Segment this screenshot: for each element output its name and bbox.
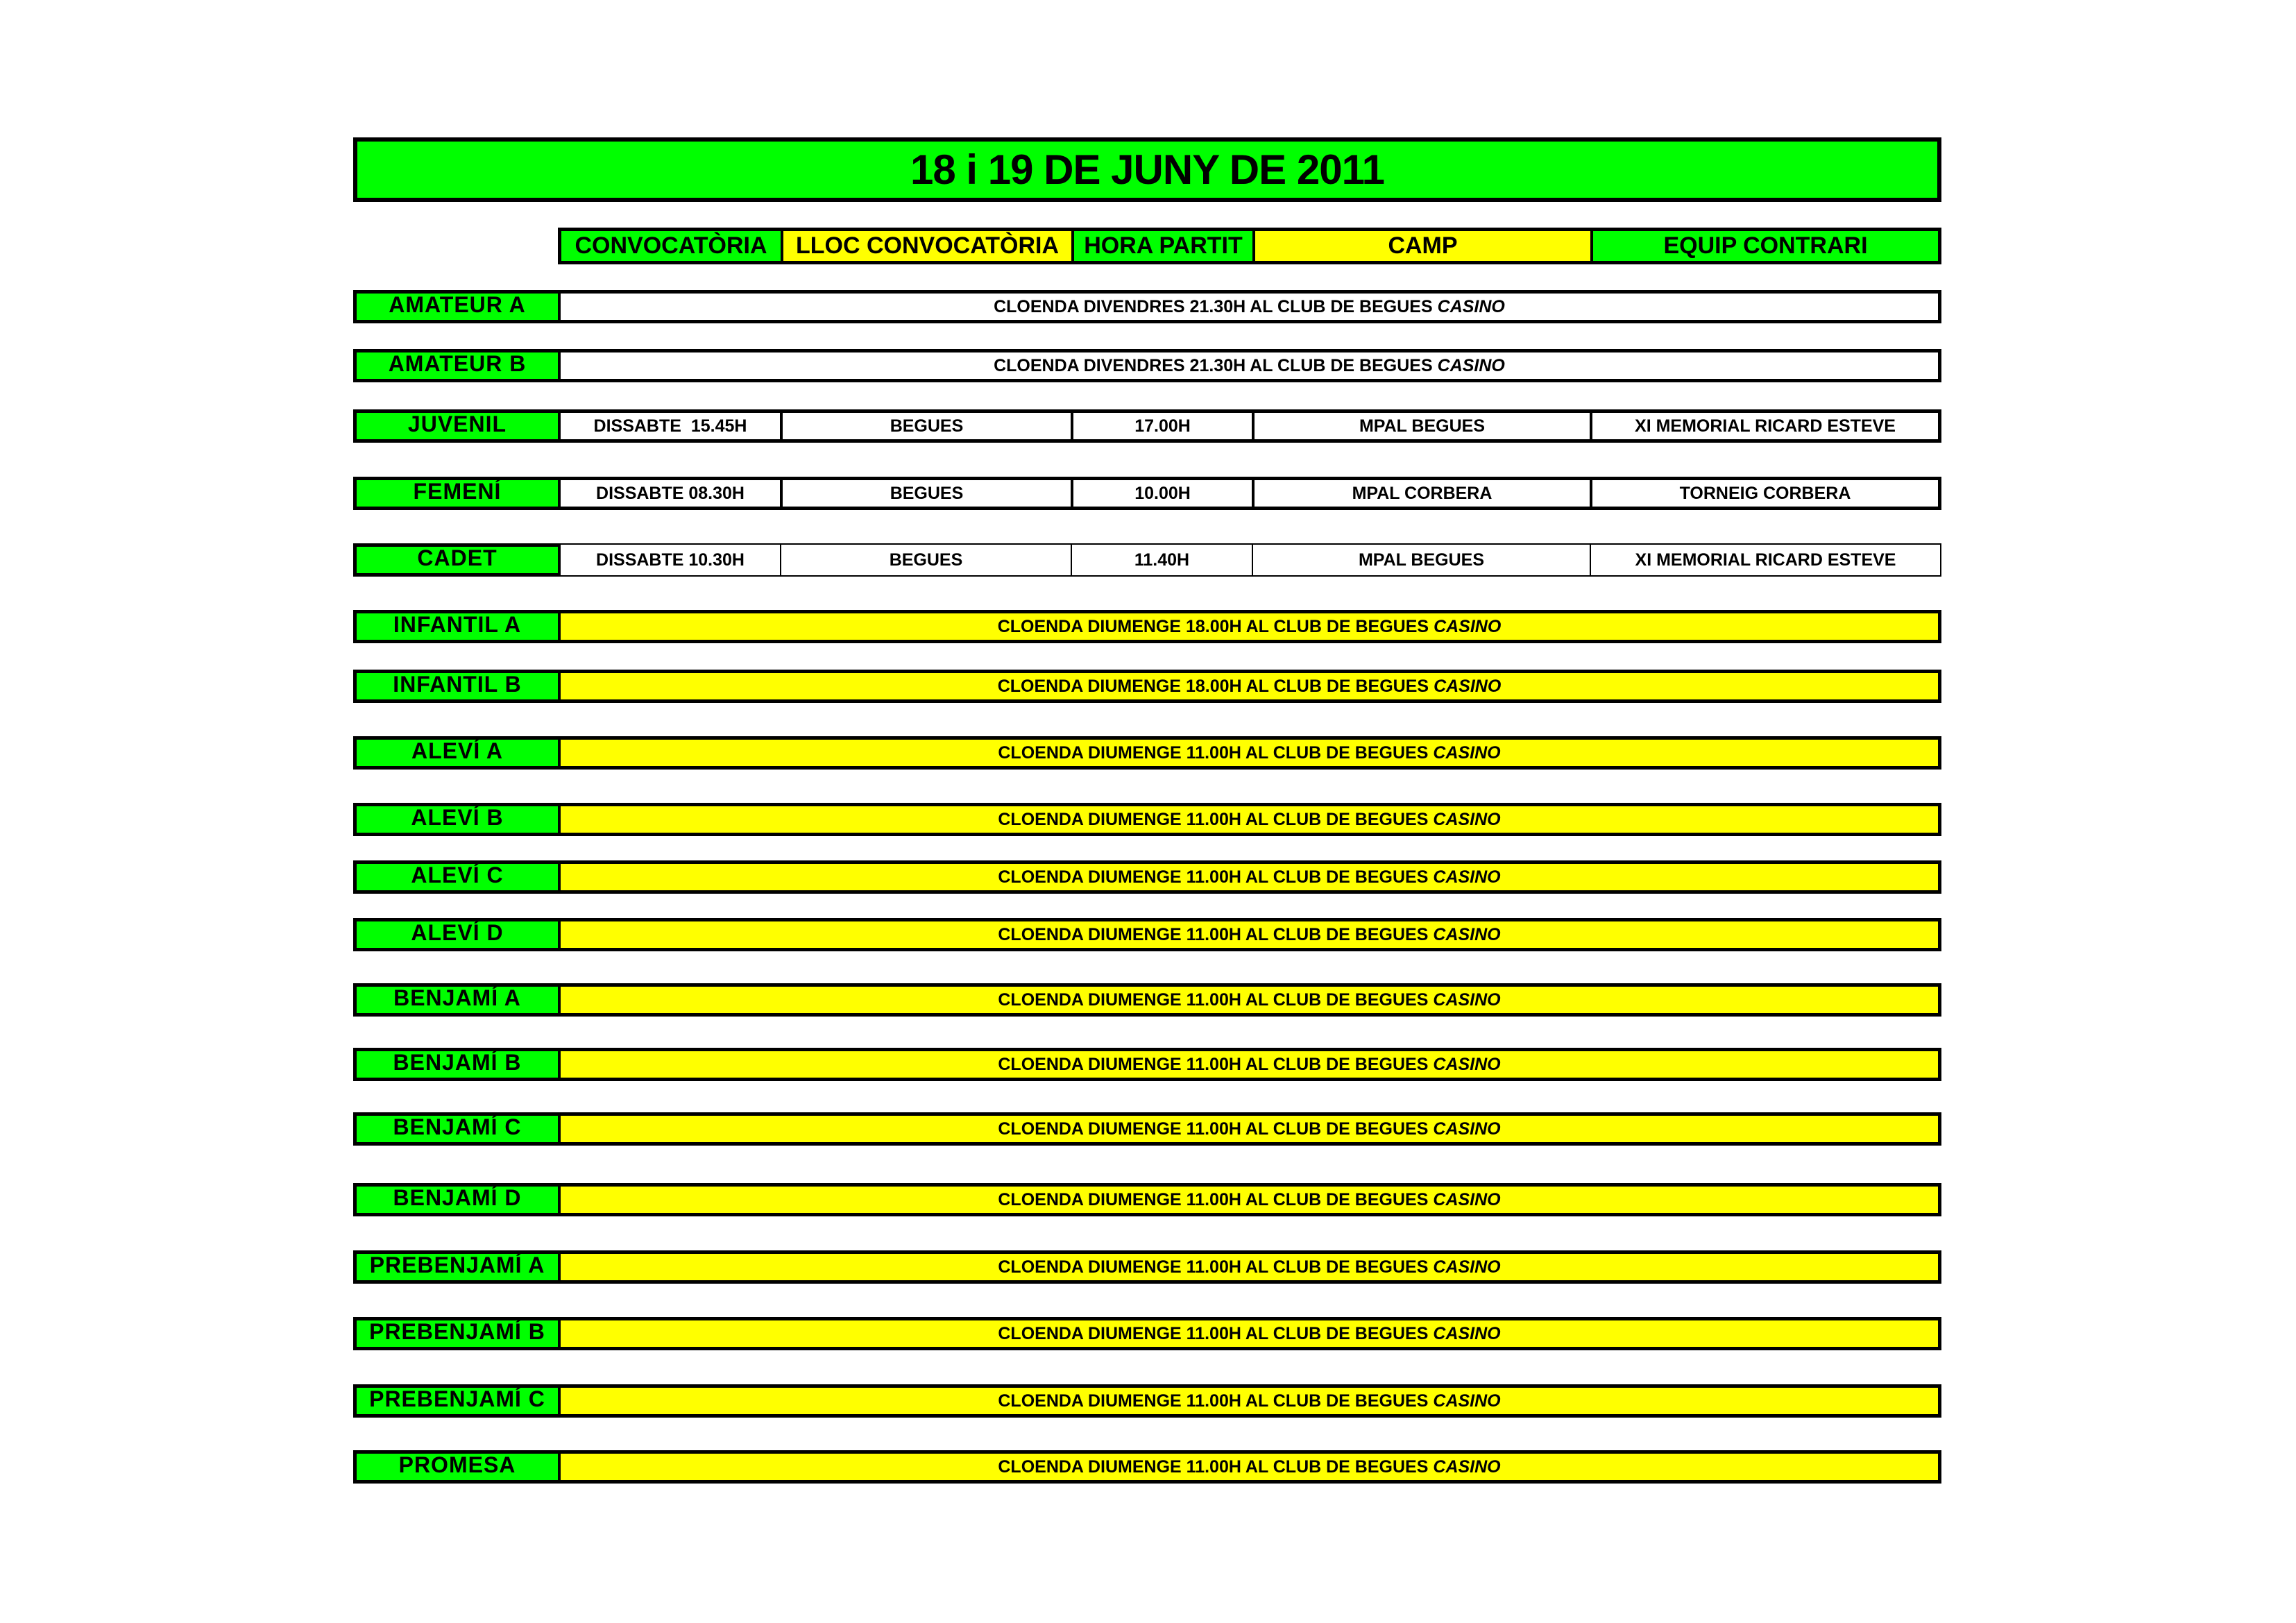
event-note: [561, 1250, 1941, 1284]
event-note: [561, 918, 1941, 951]
schedule-row: [353, 349, 1941, 382]
schedule-row: [353, 1250, 1941, 1284]
event-note-text: CLOENDA DIVENDRES 21.30H AL CLUB DE BEGUES: [994, 355, 1433, 375]
camp-cell: MPAL BEGUES: [1252, 545, 1590, 575]
equip-contrari-cell: XI MEMORIAL RICARD ESTEVE: [1590, 545, 1940, 575]
event-venue-emphasis: CASINO: [1433, 867, 1501, 887]
team-label: CADET: [353, 543, 561, 577]
schedule-row: [353, 409, 1941, 443]
team-label: INFANTIL B: [353, 670, 561, 703]
header-convocatoria: CONVOCATÒRIA: [561, 231, 781, 261]
event-note: [561, 1112, 1941, 1146]
event-note-text: CLOENDA DIUMENGE 11.00H AL CLUB DE BEGUES: [998, 1323, 1429, 1343]
schedule-row: [353, 670, 1941, 703]
team-label: ALEVÍ C: [353, 860, 561, 894]
event-note: [561, 610, 1941, 643]
convocatoria-cell: DISSABTE 10.30H: [561, 545, 780, 575]
header-lloc-convocatoria: LLOC CONVOCATÒRIA: [781, 231, 1071, 261]
camp-cell: MPAL BEGUES: [1252, 413, 1590, 439]
team-label: JUVENIL: [353, 409, 561, 443]
event-venue-emphasis: CASINO: [1433, 1456, 1501, 1477]
event-note-text: CLOENDA DIUMENGE 11.00H AL CLUB DE BEGUES: [998, 924, 1429, 944]
team-label: ALEVÍ D: [353, 918, 561, 951]
equip-contrari-cell: XI MEMORIAL RICARD ESTEVE: [1590, 413, 1938, 439]
event-venue-emphasis: CASINO: [1434, 676, 1502, 696]
event-note-text: CLOENDA DIUMENGE 11.00H AL CLUB DE BEGUES: [998, 1456, 1429, 1477]
event-venue-emphasis: CASINO: [1437, 355, 1505, 375]
match-cells: [561, 409, 1941, 443]
header-hora-partit: HORA PARTIT: [1071, 231, 1252, 261]
event-note-text: CLOENDA DIUMENGE 11.00H AL CLUB DE BEGUES: [998, 1054, 1429, 1074]
event-note: [561, 349, 1941, 382]
schedule-row: [353, 477, 1941, 510]
lloc-cell: BEGUES: [780, 480, 1071, 507]
schedule-row: [353, 1048, 1941, 1081]
event-venue-emphasis: CASINO: [1434, 616, 1502, 636]
event-venue-emphasis: CASINO: [1433, 809, 1501, 829]
schedule-row: [353, 290, 1941, 323]
event-venue-emphasis: CASINO: [1433, 1323, 1501, 1343]
schedule-row: [353, 1450, 1941, 1484]
event-venue-emphasis: CASINO: [1433, 989, 1501, 1010]
schedule-row: [353, 983, 1941, 1017]
event-note-text: CLOENDA DIUMENGE 18.00H AL CLUB DE BEGUES: [997, 616, 1429, 636]
convocatoria-cell: DISSABTE 08.30H: [561, 480, 780, 507]
event-venue-emphasis: CASINO: [1437, 296, 1505, 316]
schedule-row: [353, 610, 1941, 643]
event-venue-emphasis: CASINO: [1433, 1119, 1501, 1139]
event-note-text: CLOENDA DIUMENGE 11.00H AL CLUB DE BEGUES: [998, 1257, 1429, 1277]
event-venue-emphasis: CASINO: [1433, 742, 1501, 763]
event-note: [561, 983, 1941, 1017]
team-label: BENJAMÍ B: [353, 1048, 561, 1081]
schedule-row: [353, 860, 1941, 894]
event-note-text: CLOENDA DIUMENGE 11.00H AL CLUB DE BEGUES: [998, 1391, 1429, 1411]
team-label: BENJAMÍ A: [353, 983, 561, 1017]
schedule-row: [353, 736, 1941, 770]
column-header-row: [558, 228, 1941, 264]
header-camp: CAMP: [1252, 231, 1590, 261]
hora-cell: 17.00H: [1071, 413, 1252, 439]
schedule-row: [353, 1183, 1941, 1216]
match-cells: [561, 543, 1941, 577]
event-note: [561, 1450, 1941, 1484]
event-note-text: CLOENDA DIUMENGE 11.00H AL CLUB DE BEGUES: [998, 989, 1429, 1010]
team-label: BENJAMÍ C: [353, 1112, 561, 1146]
team-label: PROMESA: [353, 1450, 561, 1484]
team-label: AMATEUR B: [353, 349, 561, 382]
lloc-cell: BEGUES: [780, 413, 1071, 439]
schedule-row: [353, 543, 1941, 577]
event-note: [561, 1183, 1941, 1216]
event-note-text: CLOENDA DIUMENGE 11.00H AL CLUB DE BEGUES: [998, 742, 1429, 763]
event-venue-emphasis: CASINO: [1433, 924, 1501, 944]
event-venue-emphasis: CASINO: [1433, 1391, 1501, 1411]
event-note: [561, 670, 1941, 703]
event-note-text: CLOENDA DIUMENGE 11.00H AL CLUB DE BEGUES: [998, 867, 1429, 887]
schedule-row: [353, 803, 1941, 836]
event-note: [561, 1048, 1941, 1081]
team-label: PREBENJAMÍ A: [353, 1250, 561, 1284]
team-label: AMATEUR A: [353, 290, 561, 323]
event-note: [561, 1317, 1941, 1350]
team-label: ALEVÍ A: [353, 736, 561, 770]
camp-cell: MPAL CORBERA: [1252, 480, 1590, 507]
team-label: PREBENJAMÍ C: [353, 1384, 561, 1418]
event-note: [561, 803, 1941, 836]
page-title: 18 i 19 DE JUNY DE 2011: [910, 146, 1384, 193]
event-note: [561, 736, 1941, 770]
hora-cell: 10.00H: [1071, 480, 1252, 507]
event-note-text: CLOENDA DIUMENGE 11.00H AL CLUB DE BEGUES: [998, 1189, 1429, 1209]
team-label: FEMENÍ: [353, 477, 561, 510]
event-note: [561, 290, 1941, 323]
convocatoria-cell: DISSABTE 15.45H: [561, 413, 780, 439]
team-label: PREBENJAMÍ B: [353, 1317, 561, 1350]
team-label: INFANTIL A: [353, 610, 561, 643]
event-venue-emphasis: CASINO: [1433, 1054, 1501, 1074]
team-label: BENJAMÍ D: [353, 1183, 561, 1216]
event-note-text: CLOENDA DIUMENGE 11.00H AL CLUB DE BEGUES: [998, 1119, 1429, 1139]
event-note: [561, 860, 1941, 894]
event-note-text: CLOENDA DIVENDRES 21.30H AL CLUB DE BEGUES: [994, 296, 1433, 316]
event-venue-emphasis: CASINO: [1433, 1257, 1501, 1277]
event-note-text: CLOENDA DIUMENGE 11.00H AL CLUB DE BEGUES: [998, 809, 1429, 829]
event-note: [561, 1384, 1941, 1418]
schedule-row: [353, 1317, 1941, 1350]
schedule-row: [353, 1384, 1941, 1418]
hora-cell: 11.40H: [1071, 545, 1252, 575]
schedule-row: [353, 1112, 1941, 1146]
event-note-text: CLOENDA DIUMENGE 18.00H AL CLUB DE BEGUES: [997, 676, 1429, 696]
header-equip-contrari: EQUIP CONTRARI: [1590, 231, 1938, 261]
team-label: ALEVÍ B: [353, 803, 561, 836]
schedule-row: [353, 918, 1941, 951]
lloc-cell: BEGUES: [780, 545, 1071, 575]
event-venue-emphasis: CASINO: [1433, 1189, 1501, 1209]
equip-contrari-cell: TORNEIG CORBERA: [1590, 480, 1938, 507]
title-bar: [353, 137, 1941, 202]
match-cells: [561, 477, 1941, 510]
